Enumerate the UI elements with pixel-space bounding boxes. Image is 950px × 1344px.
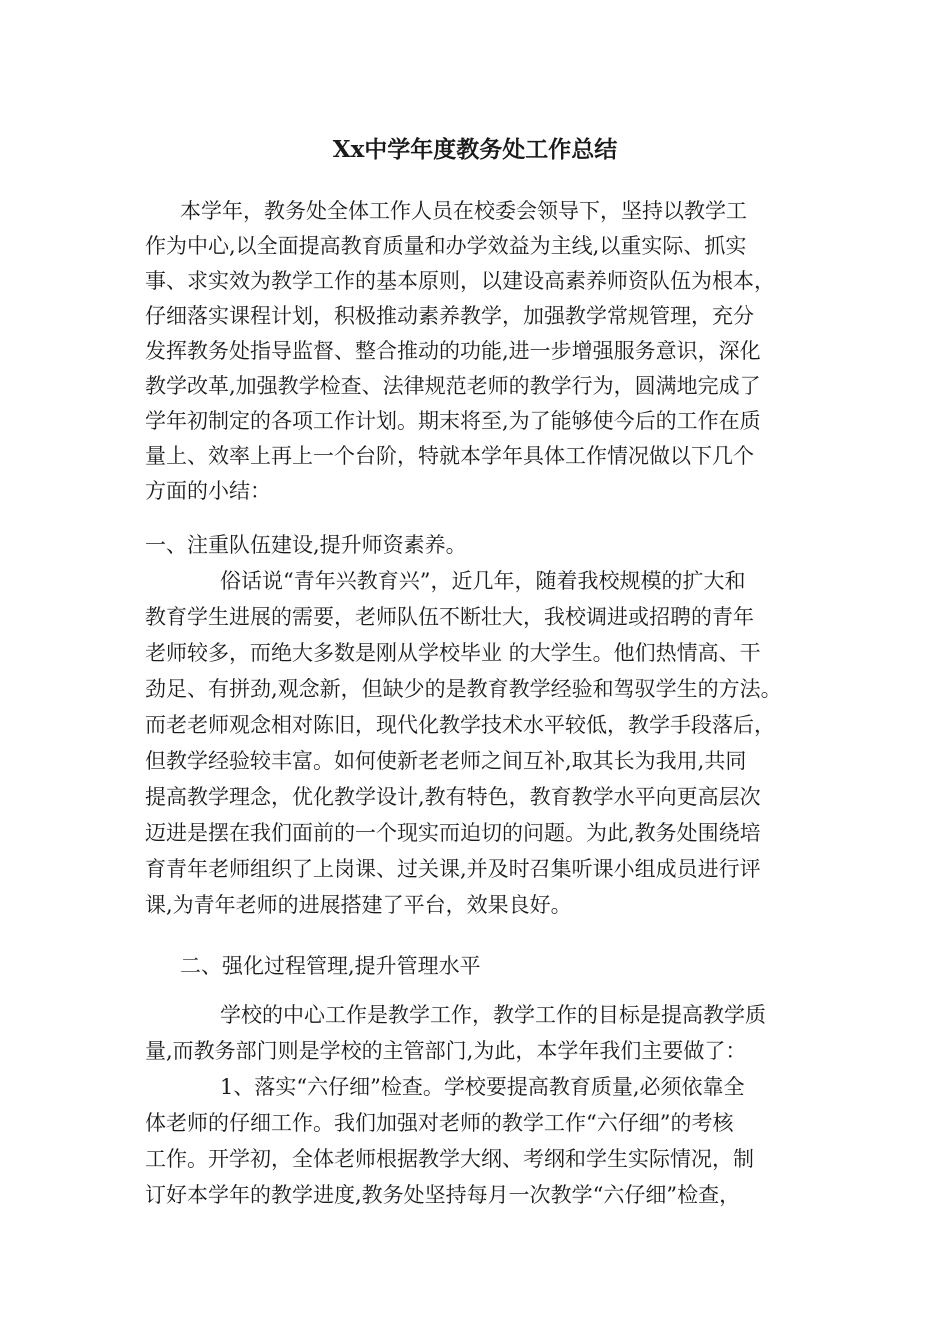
paragraph-line: 作为中心,以全面提高教育质量和办学效益为主线,以重实际、抓实 <box>145 234 747 258</box>
paragraph-line: 劲足、有拼劲,观念新，但缺少的是教育教学经验和驾驭学生的方法。 <box>145 677 782 701</box>
paragraph-line: 学校的中心工作是教学工作，教学工作的目标是提高教学质 <box>220 1003 766 1027</box>
paragraph-line: 学年初制定的各项工作计划。期末将至,为了能够使今后的工作在质 <box>145 409 761 433</box>
paragraph-line: 1、落实“六仔细”检查。学校要提高教育质量,必须依靠全 <box>220 1075 745 1099</box>
paragraph-line: 育青年老师组织了上岗课、过关课,并及时召集听课小组成员进行评 <box>145 857 761 881</box>
paragraph-line: 课,为青年老师的进展搭建了平台，效果良好。 <box>145 893 572 917</box>
section-heading: 一、注重队伍建设,提升师资素养。 <box>145 533 467 557</box>
paragraph-line: 事、求实效为教学工作的基本原则，以建设高素养师资队伍为根本， <box>145 269 775 293</box>
paragraph-line: 发挥教务处指导监督、整合推动的功能,进一步增强服务意识，深化 <box>145 339 761 363</box>
paragraph-line: 老师较多，而绝大多数是刚从学校毕业 的大学生。他们热情高、干 <box>145 641 761 665</box>
paragraph-line: 本学年，教务处全体工作人员在校委会领导下，坚持以教学工 <box>180 199 747 223</box>
paragraph-line: 而老老师观念相对陈旧，现代化教学技术水平较低，教学手段落后， <box>145 713 775 737</box>
paragraph-line: 体老师的仔细工作。我们加强对老师的教学工作“六仔细”的考核 <box>145 1111 734 1135</box>
paragraph-line: 俗话说“青年兴教育兴”，近几年，随着我校规模的扩大和 <box>220 569 746 593</box>
paragraph-line: 订好本学年的教学进度,教务处坚持每月一次教学“六仔细”检查， <box>145 1183 741 1207</box>
section-heading: 二、强化过程管理,提升管理水平 <box>180 954 481 978</box>
paragraph-line: 工作。开学初，全体老师根据教学大纲、考纲和学生实际情况，制 <box>145 1147 754 1171</box>
paragraph-line: 方面的小结： <box>145 479 271 503</box>
paragraph-line: 教育学生进展的需要，老师队伍不断壮大，我校调进或招聘的青年 <box>145 605 754 629</box>
paragraph-line: 提高教学理念，优化教学设计,教有特色，教育教学水平向更高层次 <box>145 785 761 809</box>
paragraph-line: 但教学经验较丰富。如何使新老老师之间互补,取其长为我用,共同 <box>145 749 747 773</box>
paragraph-line: 量上、效率上再上一个台阶，特就本学年具体工作情况做以下几个 <box>145 444 754 468</box>
paragraph-line: 量,而教务部门则是学校的主管部门,为此，本学年我们主要做了： <box>145 1039 747 1063</box>
paragraph-line: 仔细落实课程计划，积极推动素养教学，加强教学常规管理，充分 <box>145 304 754 328</box>
paragraph-line: 教学改革,加强教学检查、法律规范老师的教学行为，圆满地完成了 <box>145 374 761 398</box>
paragraph-line: 迈进是摆在我们面前的一个现实而迫切的问题。为此,教务处围绕培 <box>145 821 761 845</box>
document-title: Xx中学年度教务处工作总结 <box>332 136 618 163</box>
